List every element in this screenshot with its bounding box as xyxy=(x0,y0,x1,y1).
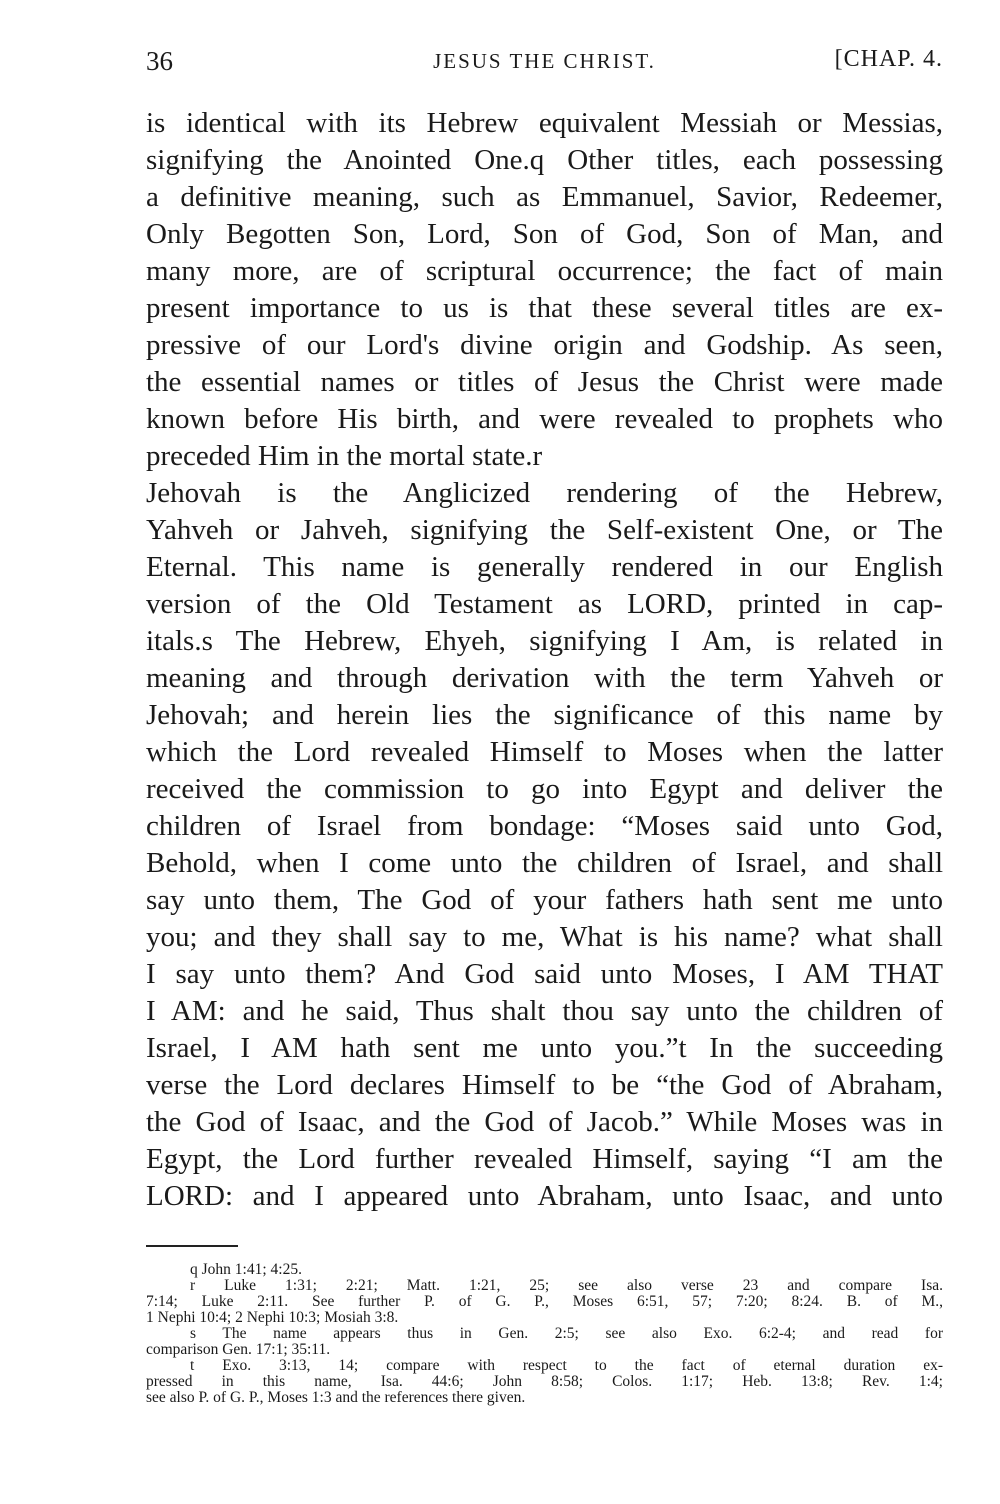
footnote-line: r Luke 1:31; 2:21; Matt. 1:21, 25; see also verse 23 and compare Isa. xyxy=(190,1277,943,1294)
body-text xyxy=(146,105,943,1215)
text-line: the God of Isaac, and the God of Jacob.” While Moses was in xyxy=(146,1106,943,1138)
text-line: signifying the Anointed One.q Other titles, each possessing xyxy=(146,144,943,176)
text-line: is identical with its Hebrew equivalent Messiah or Messias, xyxy=(146,107,943,139)
text-line: Egypt, the Lord further revealed Himself, saying “I am the xyxy=(146,1143,943,1175)
text-line: you; and they shall say to me, What is his name? what shall xyxy=(146,921,943,953)
text-line: received the commission to go into Egypt and deliver the xyxy=(146,773,943,805)
chapter-marker: [CHAP. 4. xyxy=(834,46,943,72)
text-line: I say unto them? And God said unto Moses, I AM THAT xyxy=(146,958,943,990)
footnote-line: 7:14; Luke 2:11. See further P. of G. P., Moses 6:51, 57; 7:20; 8:24. B. of M., xyxy=(146,1293,943,1310)
text-line: I AM: and he said, Thus shalt thou say unto the children of xyxy=(146,995,943,1027)
text-line: Eternal. This name is generally rendered in our English xyxy=(146,551,943,583)
text-line: version of the Old Testament as LORD, printed in cap- xyxy=(146,588,943,620)
text-line: Only Begotten Son, Lord, Son of God, Son of Man, and xyxy=(146,218,943,250)
text-line: Israel, I AM hath sent me unto you.”t In the succeeding xyxy=(146,1032,943,1064)
text-line: present importance to us is that these several titles are ex- xyxy=(146,292,943,324)
footnote-line: comparison Gen. 17:1; 35:11. xyxy=(146,1341,331,1358)
text-line: preceded Him in the mortal state.r xyxy=(146,440,543,472)
text-line: which the Lord revealed Himself to Moses when the latter xyxy=(146,736,943,768)
footnote-line: t Exo. 3:13, 14; compare with respect to the fact of eternal duration ex- xyxy=(190,1357,943,1374)
text-line: Jehovah is the Anglicized rendering of the Hebrew, xyxy=(146,477,943,509)
text-line: many more, are of scriptural occurrence; the fact of main xyxy=(146,255,943,287)
text-line: Yahveh or Jahveh, signifying the Self-existent One, or The xyxy=(146,514,943,546)
footnote-line: pressed in this name, Isa. 44:6; John 8:58; Colos. 1:17; Heb. 13:8; Rev. 1:4; xyxy=(146,1373,943,1390)
footnote-s xyxy=(146,1326,943,1358)
paragraph-2 xyxy=(146,475,943,1215)
footnote-rule xyxy=(146,1245,238,1247)
text-line: verse the Lord declares Himself to be “the God of Abraham, xyxy=(146,1069,943,1101)
page-number: 36 xyxy=(146,46,173,76)
footnote-line: see also P. of G. P., Moses 1:3 and the references there given. xyxy=(146,1389,526,1406)
running-title: JESUS THE CHRIST. xyxy=(433,49,656,73)
text-line: the essential names or titles of Jesus the Christ were made xyxy=(146,366,943,398)
running-header xyxy=(146,46,943,86)
footnote-t xyxy=(146,1358,943,1406)
footnote-q xyxy=(146,1262,943,1278)
footnote-line: s The name appears thus in Gen. 2:5; see also Exo. 6:2-4; and read for xyxy=(190,1325,943,1342)
text-line: Behold, when I come unto the children of Israel, and shall xyxy=(146,847,943,879)
footnote-line: q John 1:41; 4:25. xyxy=(190,1261,302,1278)
footnote-r xyxy=(146,1278,943,1326)
text-line: children of Israel from bondage: “Moses said unto God, xyxy=(146,810,943,842)
text-line: known before His birth, and were revealed to prophets who xyxy=(146,403,943,435)
text-line: itals.s The Hebrew, Ehyeh, signifying I Am, is related in xyxy=(146,625,943,657)
text-line: a definitive meaning, such as Emmanuel, Savior, Redeemer, xyxy=(146,181,943,213)
text-line: meaning and through derivation with the term Yahveh or xyxy=(146,662,943,694)
text-line: say unto them, The God of your fathers hath sent me unto xyxy=(146,884,943,916)
text-line: LORD: and I appeared unto Abraham, unto Isaac, and unto xyxy=(146,1180,943,1212)
paragraph-1 xyxy=(146,105,943,475)
footnote-line: 1 Nephi 10:4; 2 Nephi 10:3; Mosiah 3:8. xyxy=(146,1309,399,1326)
text-line: pressive of our Lord's divine origin and Godship. As seen, xyxy=(146,329,943,361)
text-line: Jehovah; and herein lies the significance of this name by xyxy=(146,699,943,731)
footnotes xyxy=(146,1262,943,1406)
